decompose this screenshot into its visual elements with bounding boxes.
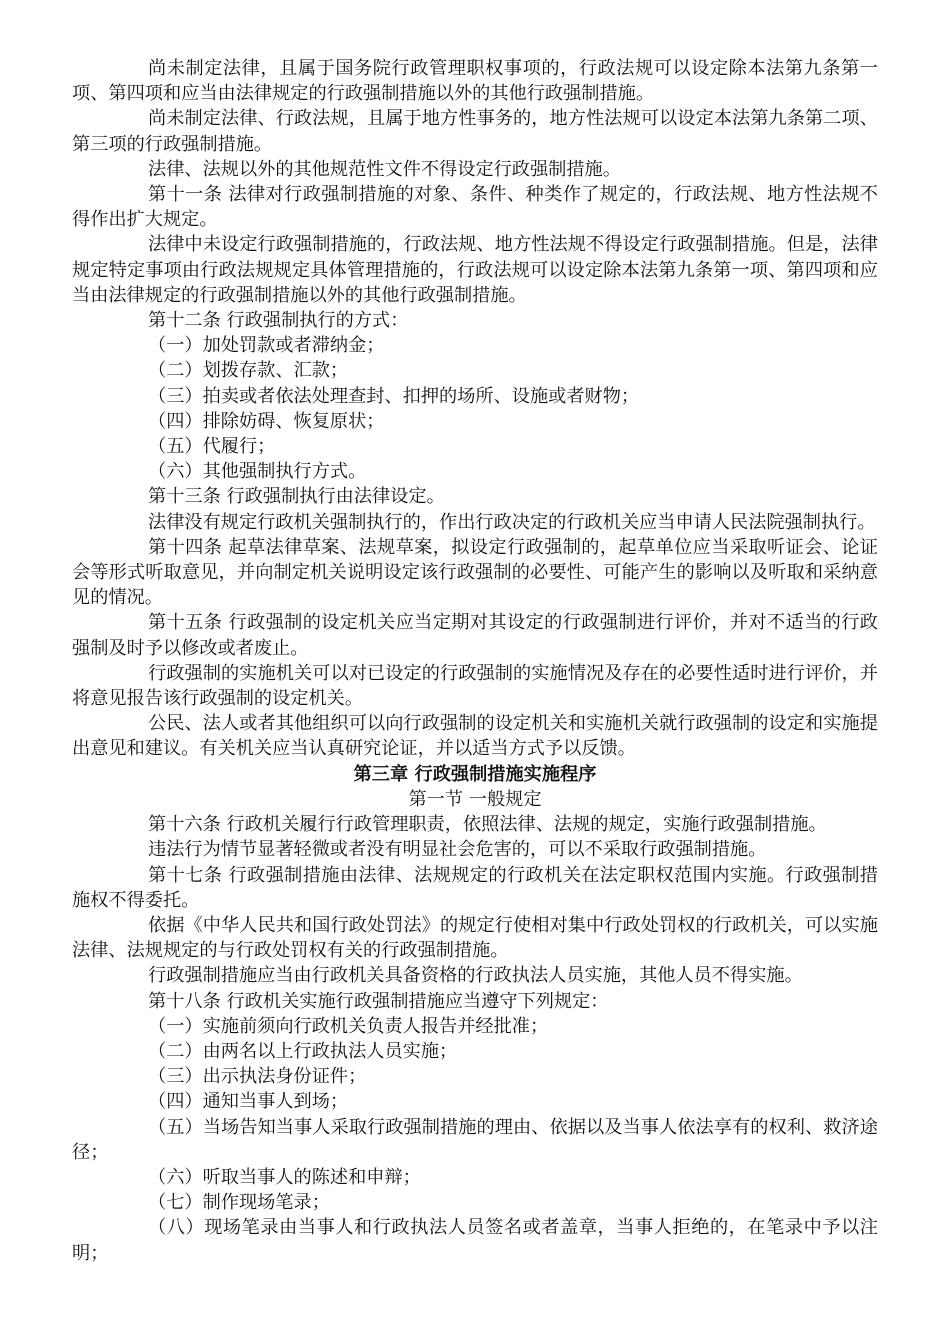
article-13: 第十三条 行政强制执行由法律设定。 — [148, 486, 445, 508]
list-item: （五）当场告知当事人采取行政强制措施的理由、依据以及当事人依法享有的权利、救济途径； — [72, 1116, 878, 1163]
list-item: （二）由两名以上行政执法人员实施； — [148, 1040, 458, 1062]
paragraph: 行政强制的实施机关可以对已设定的行政强制的实施情况及存在的必要性适时进行评价，并将意见报告该行政强制的设定机关。 — [72, 662, 878, 710]
paragraph: 法律中未设定行政强制措施的，行政法规、地方性法规不得设定行政强制措施。但是，法律规定特定事项由行政法规规定具体管理措施的，行政法规可以设定除本法第九条第一项、第四项和应当由法律规定的行政强制措施以外的其他行政强制措施。 — [72, 234, 878, 306]
list-item: （六）其他强制执行方式。 — [148, 461, 367, 483]
list-item: （一）实施前须向行政机关负责人报告并经批准； — [148, 1015, 549, 1037]
article-12: 第十二条 行政强制执行的方式： — [148, 310, 409, 332]
list-item: （二）划拨存款、汇款； — [148, 360, 349, 382]
list-item: （六）听取当事人的陈述和申辩； — [148, 1166, 421, 1188]
section-title: 第一节 一般规定 — [408, 788, 542, 810]
paragraph: 法律、法规以外的其他规范性文件不得设定行政强制措施。 — [148, 158, 621, 180]
list-item: （五）代履行； — [148, 436, 276, 458]
paragraph: 公民、法人或者其他组织可以向行政强制的设定机关和实施机关就行政强制的设定和实施提出意见和建议。有关机关应当认真研究论证，并以适当方式予以反馈。 — [72, 713, 878, 760]
list-item: （八）现场笔录由当事人和行政执法人员签名或者盖章，当事人拒绝的，在笔录中予以注明； — [72, 1217, 878, 1264]
list-item: （四）通知当事人到场； — [148, 1091, 349, 1113]
article-17: 第十七条 行政强制措施由法律、法规规定的行政机关在法定职权范围内实施。行政强制措施权不得委托。 — [72, 864, 878, 911]
paragraph: 违法行为情节显著轻微或者没有明显社会危害的，可以不采取行政强制措施。 — [148, 839, 767, 861]
paragraph: 尚未制定法律，且属于国务院行政管理职权事项的，行政法规可以设定除本法第九条第一项、第四项和应当由法律规定的行政强制措施以外的其他行政强制措施。 — [72, 58, 878, 105]
paragraph: 法律没有规定行政机关强制执行的，作出行政决定的行政机关应当申请人民法院强制执行。 — [148, 511, 876, 533]
paragraph: 行政强制措施应当由行政机关具备资格的行政执法人员实施，其他人员不得实施。 — [148, 965, 803, 987]
list-item: （七）制作现场笔录； — [148, 1192, 330, 1214]
article-15: 第十五条 行政强制的设定机关应当定期对其设定的行政强制进行评价，并对不适当的行政强制及时予以修改或者废止。 — [72, 612, 878, 659]
list-item: （三）拍卖或者依法处理查封、扣押的场所、设施或者财物； — [148, 385, 640, 407]
article-11: 第十一条 法律对行政强制措施的对象、条件、种类作了规定的，行政法规、地方性法规不得作出扩大规定。 — [72, 184, 878, 231]
list-item: （三）出示执法身份证件； — [148, 1066, 367, 1088]
article-18: 第十八条 行政机关实施行政强制措施应当遵守下列规定： — [148, 990, 609, 1012]
paragraph: 尚未制定法律、行政法规，且属于地方性事务的，地方性法规可以设定本法第九条第二项、第三项的行政强制措施。 — [72, 108, 878, 155]
article-16: 第十六条 行政机关履行行政管理职责，依照法律、法规的规定，实施行政强制措施。 — [148, 814, 827, 836]
article-14: 第十四条 起草法律草案、法规草案，拟设定行政强制的，起草单位应当采取听证会、论证会等形式听取意见，并向制定机关说明设定该行政强制的必要性、可能产生的影响以及听取和采纳意见的情况。 — [72, 536, 878, 609]
list-item: （一）加处罚款或者滞纳金； — [148, 335, 385, 357]
paragraph: 依据《中华人民共和国行政处罚法》的规定行使相对集中行政处罚权的行政机关，可以实施法律、法规规定的与行政处罚权有关的行政强制措施。 — [72, 914, 878, 962]
chapter-title: 第三章 行政强制措施实施程序 — [353, 763, 597, 785]
list-item: （四）排除妨碍、恢复原状； — [148, 410, 385, 432]
